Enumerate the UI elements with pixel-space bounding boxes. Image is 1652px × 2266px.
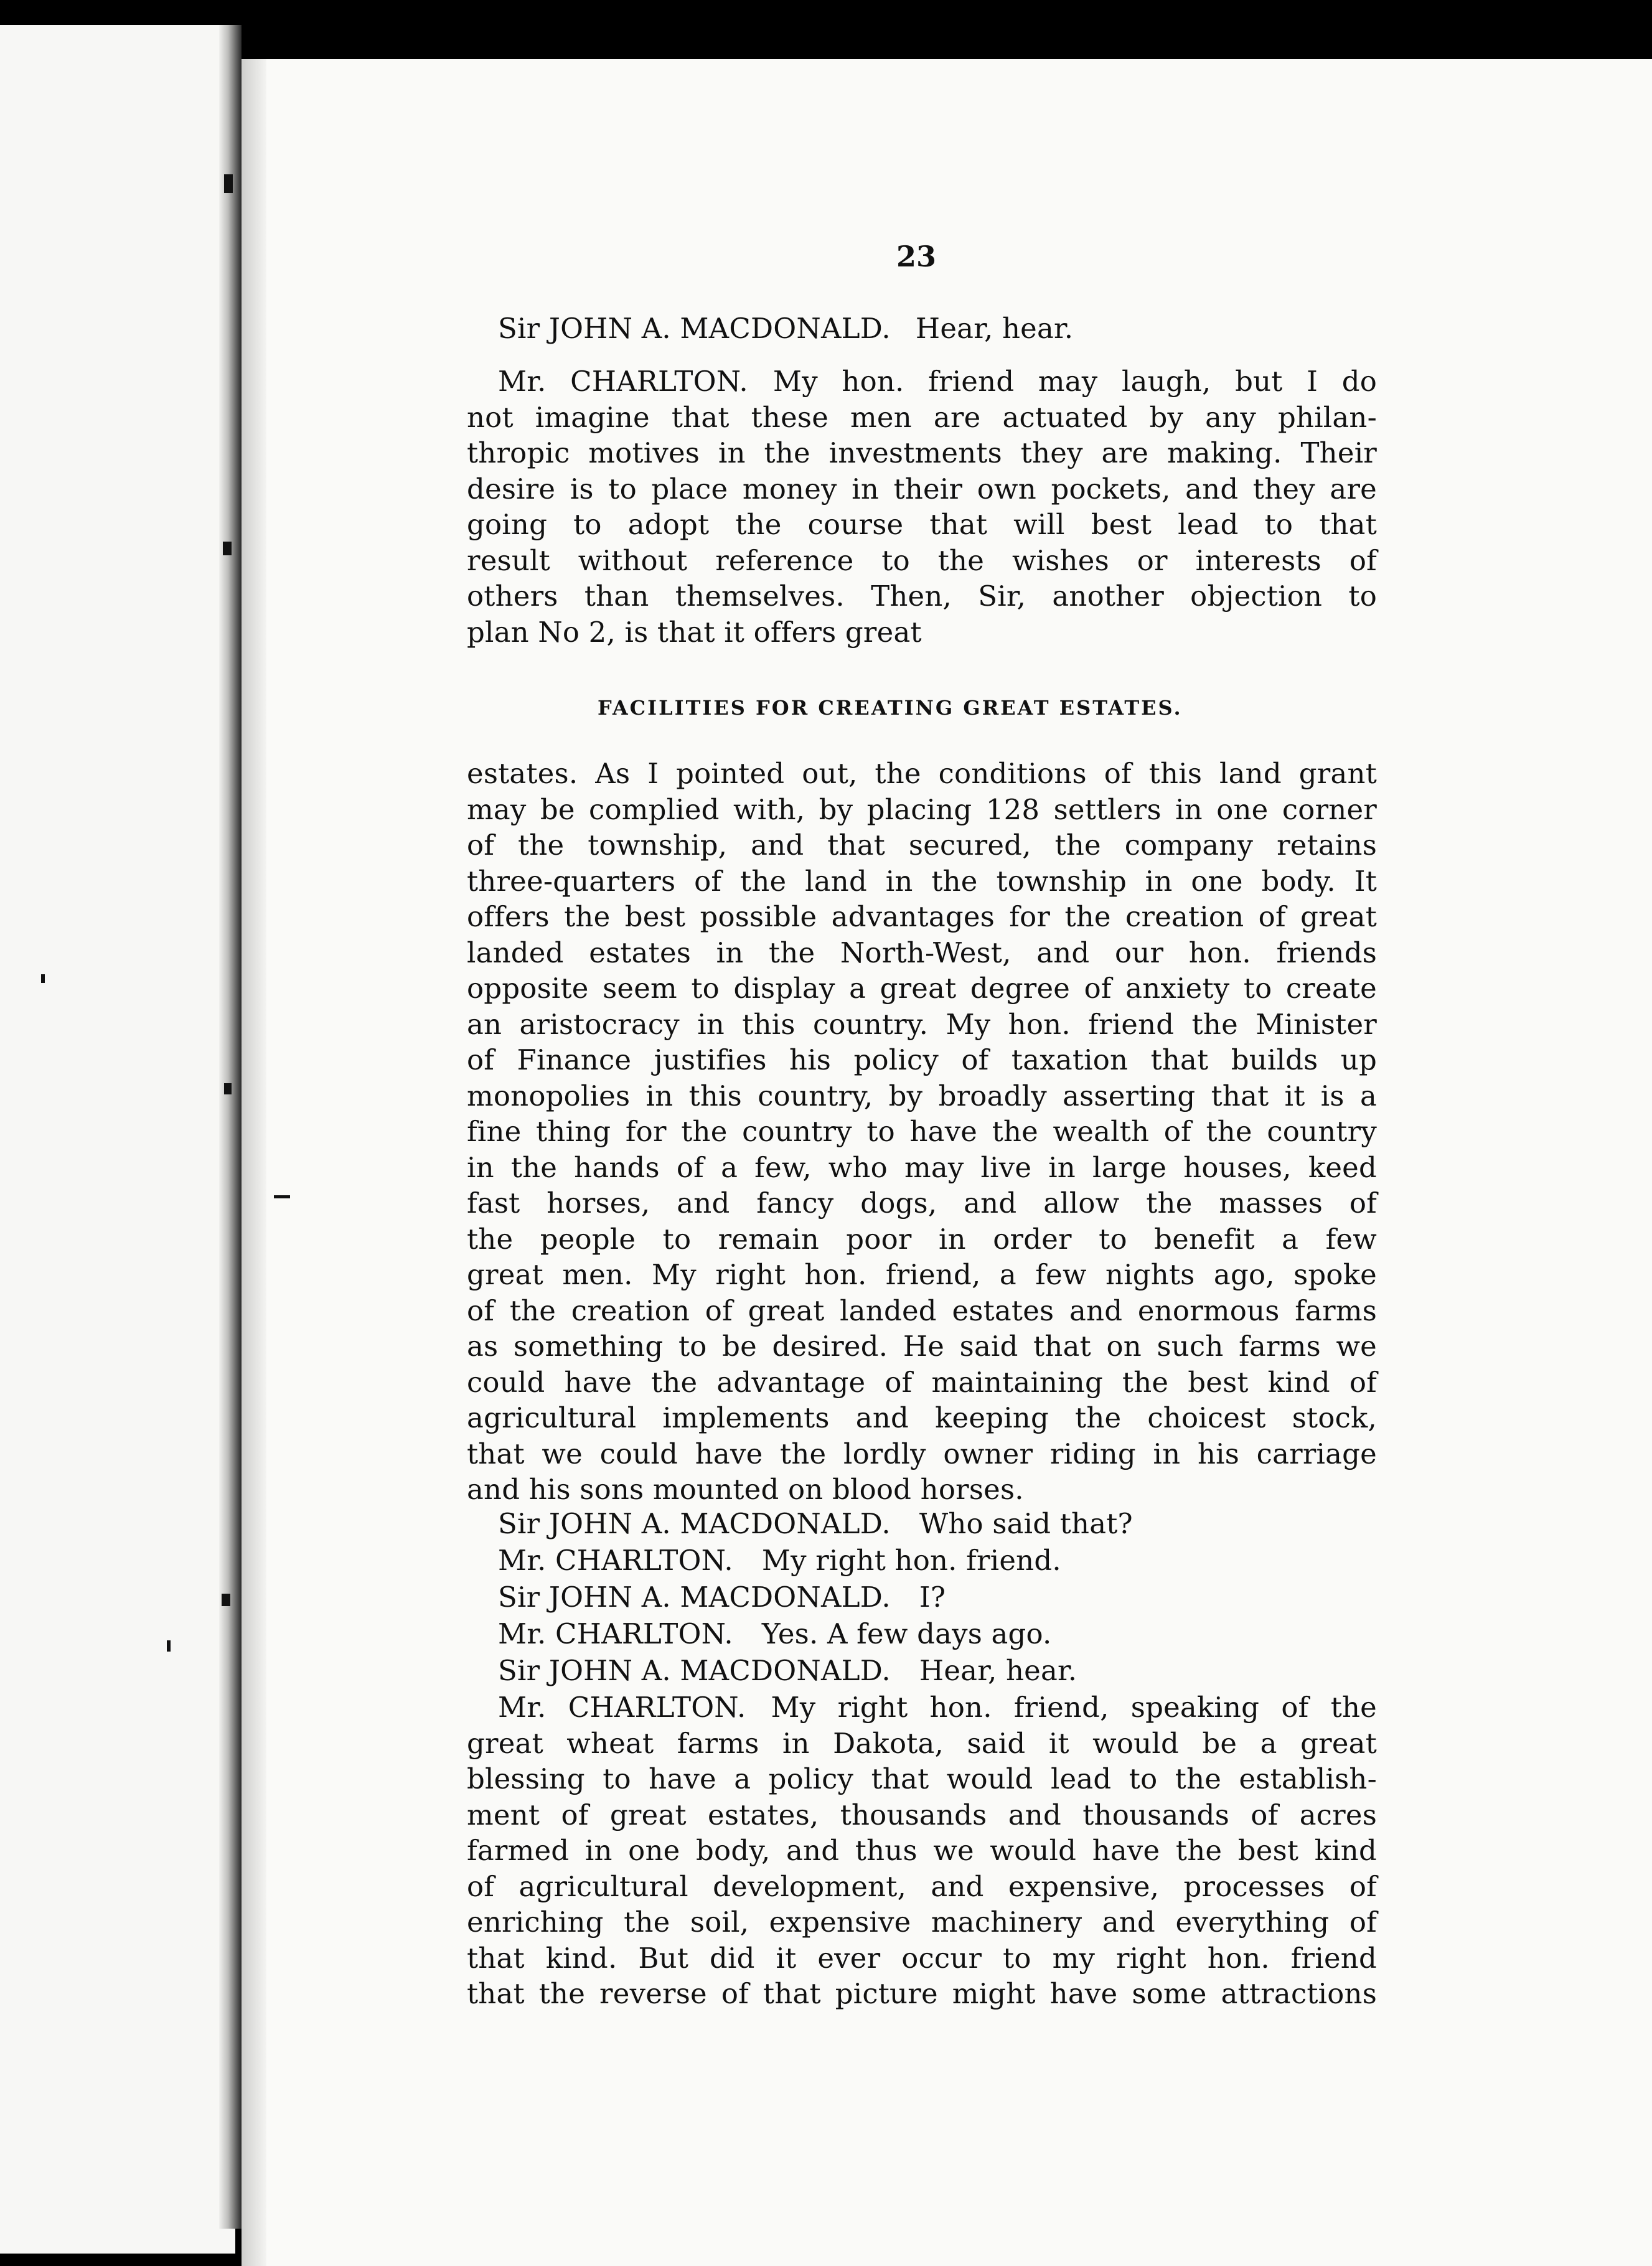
paragraph-line: others than themselves. Then, Sir, another objection to [467, 580, 1377, 613]
paragraph-line-row [467, 579, 1377, 614]
paragraph-line: may be complied with, by placing 128 settlers in one corner [467, 792, 1377, 826]
paragraph-line: fine thing for the country to have the wealth of the country [467, 1115, 1377, 1148]
paragraph-line: monopolies in this country, by broadly asserting that it is a [467, 1079, 1377, 1112]
paragraph-line: thropic motives in the investments they are making. Their [467, 436, 1377, 469]
paragraph-line: could have the advantage of maintaining the best kind of [467, 1365, 1377, 1399]
speech-text: My right hon. friend. [761, 1544, 1061, 1577]
scan-mark [224, 174, 233, 193]
paragraph-line-row [467, 1043, 1377, 1078]
paragraph-line: offers the best possible advantages for the creation of great [467, 900, 1377, 933]
paragraph-line-row [467, 1329, 1377, 1364]
speaker-name: Mr. CHARLTON. [498, 1544, 733, 1577]
paragraph-line-row [467, 1258, 1377, 1292]
speaker-name: Sir JOHN A. MACDONALD. [498, 1581, 891, 1614]
paragraph-line: of agricultural development, and expensive, processes of [467, 1869, 1377, 1903]
paragraph-line-row [467, 1186, 1377, 1221]
speech-line [498, 1617, 1052, 1652]
paragraph-line-row [467, 507, 1377, 542]
section-heading: FACILITIES FOR CREATING GREAT ESTATES. [598, 696, 1183, 720]
speech-text: Hear, hear. [919, 1654, 1077, 1687]
paragraph-line: farmed in one body, and thus we would have the best kind [467, 1834, 1377, 1867]
scan-speck [167, 1640, 171, 1652]
paragraph-line-row [467, 1365, 1377, 1400]
paragraph-line: opposite seem to display a great degree of anxiety to create [467, 972, 1377, 1005]
paragraph-line-row [467, 1079, 1377, 1114]
paragraph-line-row [467, 971, 1377, 1006]
paragraph-line: My hon. friend may laugh, but I do [772, 365, 1377, 398]
paragraph-line: an aristocracy in this country. My hon. friend the Minister [467, 1007, 1377, 1041]
paragraph-line: result without reference to the wishes or interests of [467, 543, 1377, 577]
paragraph-line: My right hon. friend, speaking of the [771, 1691, 1377, 1724]
paragraph-line: plan No 2, is that it offers great [467, 615, 922, 649]
scan-mark [274, 1195, 290, 1198]
paragraph-line-row [467, 1905, 1377, 1940]
paragraph-line: agricultural implements and keeping the choicest stock, [467, 1401, 1377, 1434]
paragraph-line: that the reverse of that picture might have some attractions [467, 1977, 1377, 2010]
page-number: 23 [896, 240, 937, 273]
speech-text: Hear, hear. [915, 312, 1074, 345]
paragraph-line-row [467, 1798, 1377, 1833]
paragraph-line-row [467, 864, 1377, 899]
paragraph-line-row [467, 936, 1377, 971]
paragraph-line-row [498, 1690, 1377, 1725]
speaker-name: Mr. CHARLTON. [498, 1691, 746, 1724]
paragraph-line: great men. My right hon. friend, a few nights ago, spoke [467, 1258, 1377, 1291]
paragraph-line: blessing to have a policy that would lead to the establish- [467, 1762, 1377, 1795]
paragraph-line-row [467, 1472, 1024, 1507]
paragraph-line-row [467, 1294, 1377, 1328]
speech-line [498, 1653, 1077, 1688]
paragraph-line: ment of great estates, thousands and thousands of acres [467, 1798, 1377, 1831]
paragraph-line: that we could have the lordly owner riding in his carriage [467, 1437, 1377, 1470]
scan-mark [223, 542, 232, 555]
paragraph-line-row [498, 364, 1377, 399]
paragraph-line-row [467, 900, 1377, 934]
paragraph-line-row [467, 543, 1377, 578]
paragraph-line-row [467, 828, 1377, 863]
speaker-name: Sir JOHN A. MACDONALD. [498, 312, 891, 345]
paragraph-line-row [467, 1762, 1377, 1797]
paragraph-line-row [467, 1726, 1377, 1761]
page-gutter-shadow [242, 59, 266, 2266]
paragraph-line: desire is to place money in their own pockets, and they are [467, 472, 1377, 505]
speech-line [498, 1580, 946, 1615]
speech-line [498, 1507, 1133, 1541]
paragraph-line: as something to be desired. He said that on such farms we [467, 1330, 1377, 1363]
paragraph-line-row [467, 1977, 1377, 2011]
speaker-name: Mr. CHARLTON. [498, 365, 748, 398]
scan-speck [41, 974, 45, 983]
paragraph-line: and his sons mounted on blood horses. [467, 1473, 1024, 1506]
speaker-name: Sir JOHN A. MACDONALD. [498, 1507, 891, 1540]
paragraph-line: landed estates in the North-West, and our hon. friends [467, 936, 1377, 969]
paragraph-line: of the township, and that secured, the company retains [467, 829, 1377, 862]
paragraph-line-row [467, 1437, 1377, 1472]
paragraph-line-row [467, 472, 1377, 507]
paragraph-line-row [467, 1869, 1377, 1904]
paragraph-line: fast horses, and fancy dogs, and allow the masses of [467, 1187, 1377, 1220]
paragraph-line-row [467, 756, 1377, 791]
paragraph-line-row [467, 1114, 1377, 1149]
paragraph-line: enriching the soil, expensive machinery and everything of [467, 1906, 1377, 1939]
paragraph-line: the people to remain poor in order to benefit a few [467, 1222, 1377, 1256]
paragraph-line-row [467, 1833, 1377, 1868]
paragraph-line-row [467, 436, 1377, 471]
speech-text: Yes. A few days ago. [761, 1617, 1052, 1650]
speaker-name: Mr. CHARLTON. [498, 1617, 733, 1650]
speech-line [498, 1543, 1061, 1578]
speech-text: I? [919, 1581, 946, 1614]
paragraph-line: not imagine that these men are actuated by any philan- [467, 400, 1377, 434]
paragraph-line-row [467, 1007, 1377, 1042]
paragraph-line: three-quarters of the land in the township in one body. It [467, 864, 1377, 898]
facing-page [0, 25, 235, 2254]
scan-mark [222, 1594, 230, 1606]
paragraph-line: that kind. But did it ever occur to my right hon. friend [467, 1941, 1377, 1975]
paragraph-line-row [467, 1150, 1377, 1185]
speaker-name: Sir JOHN A. MACDONALD. [498, 1654, 891, 1687]
paragraph-line-row [467, 400, 1377, 435]
paragraph-line: in the hands of a few, who may live in large houses, keed [467, 1150, 1377, 1184]
paragraph-line-row [467, 1222, 1377, 1257]
paragraph-line: going to adopt the course that will best lead to that [467, 508, 1377, 541]
paragraph-line-row [467, 1401, 1377, 1436]
scan-mark [224, 1083, 232, 1094]
paragraph-line: estates. As I pointed out, the conditions of this land grant [467, 757, 1377, 790]
paragraph-line-row [467, 615, 922, 650]
paragraph-line-row [467, 1941, 1377, 1976]
paragraph-line: of Finance justifies his policy of taxation that builds up [467, 1043, 1377, 1076]
binding-edge [219, 25, 242, 2229]
paragraph-line: of the creation of great landed estates and enormous farms [467, 1294, 1377, 1327]
paragraph-line-row [467, 792, 1377, 827]
speech-text: Who said that? [919, 1507, 1133, 1540]
paragraph-line: great wheat farms in Dakota, said it would be a great [467, 1726, 1377, 1760]
speech-line [498, 311, 1073, 346]
